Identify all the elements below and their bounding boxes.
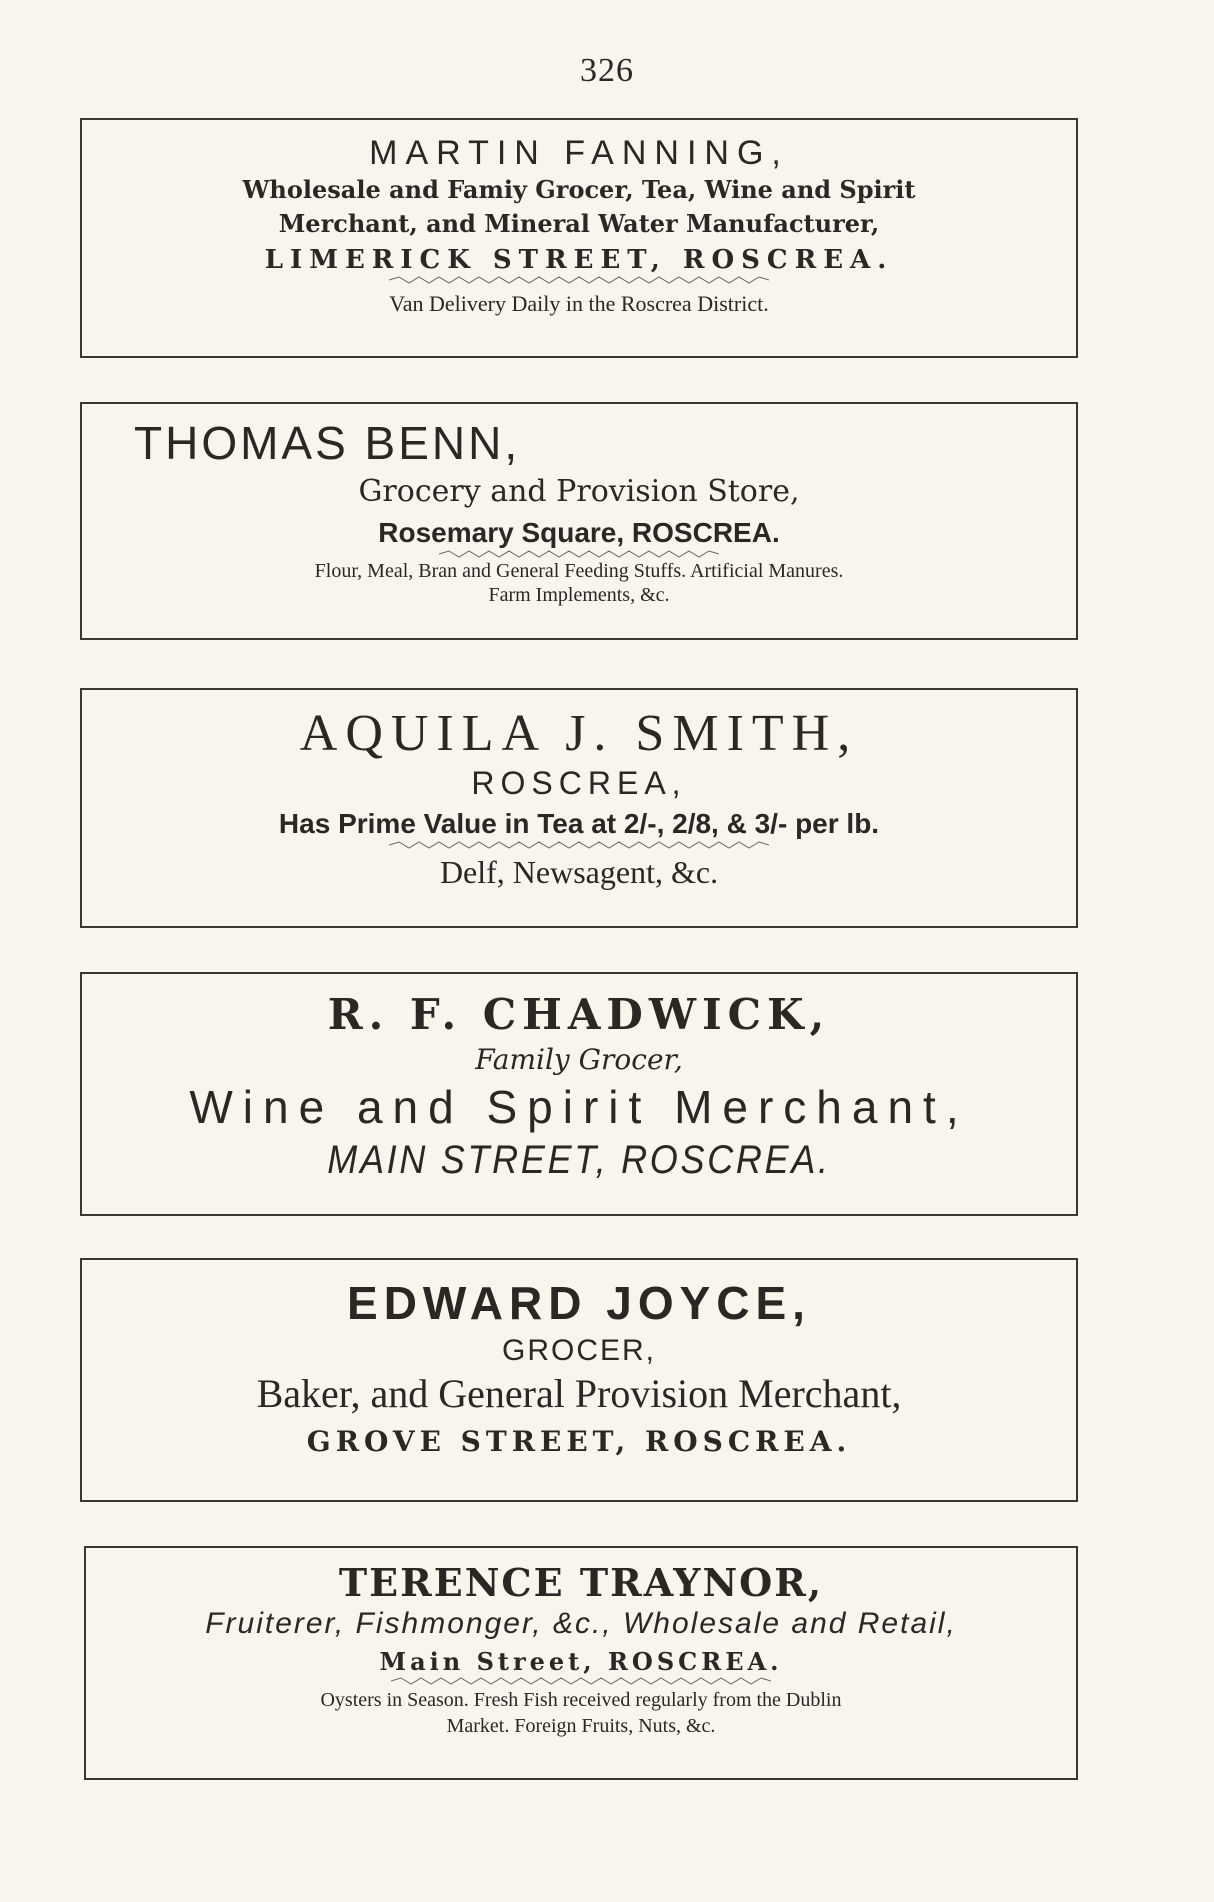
- ornamental-divider: [439, 549, 719, 559]
- ad-occupation: Fruiterer, Fishmonger, &c., Wholesale and Retail,: [205, 1607, 957, 1640]
- ad-trade: Wine and Spirit Merchant,: [189, 1081, 969, 1133]
- advertisement-terence-traynor: [84, 1546, 1078, 1780]
- ad-address: MAIN STREET, ROSCREA.: [327, 1138, 831, 1182]
- advertisement-edward-joyce: [80, 1258, 1078, 1502]
- ad-tagline: Has Prime Value in Tea at 2/-, 2/8, & 3/- per lb.: [278, 808, 880, 839]
- ad-address: Rosemary Square, ROSCREA.: [378, 517, 780, 548]
- advertisement-martin-fanning: [80, 118, 1078, 358]
- ad-business-name: MARTIN FANNING,: [369, 134, 789, 172]
- ad-business-name: EDWARD JOYCE,: [347, 1277, 811, 1329]
- ad-note: Delf, Newsagent, &c.: [439, 854, 719, 890]
- ad-note: Oysters in Season. Fresh Fish received regularly from the Dublin: [320, 1689, 842, 1711]
- ad-address: LIMERICK STREET, ROSCREA.: [264, 245, 894, 275]
- ad-business-name: R. F. CHADWICK,: [327, 990, 831, 1039]
- ornamental-divider: [391, 1676, 771, 1686]
- ad-address: Main Street, ROSCREA.: [379, 1647, 783, 1676]
- ad-subtitle: Grocery and Provision Store,: [358, 474, 800, 509]
- ad-trade: Baker, and General Provision Merchant,: [256, 1371, 902, 1416]
- ad-business-name: AQUILA J. SMITH,: [299, 705, 859, 762]
- advertisement-chadwick: [80, 972, 1078, 1216]
- ad-description: Wholesale and Famiy Grocer, Tea, Wine and Spirit: [242, 175, 916, 204]
- ornamental-divider: [389, 275, 769, 285]
- ad-description: Merchant, and Mineral Water Manufacturer,: [278, 209, 880, 238]
- ad-note: Van Delivery Daily in the Roscrea District.: [389, 291, 769, 316]
- ad-subtitle: Family Grocer,: [475, 1043, 683, 1076]
- page-number: 326: [580, 52, 634, 89]
- ad-note: Farm Implements, &c.: [488, 584, 670, 606]
- ad-note: Flour, Meal, Bran and General Feeding Stuffs. Artificial Manures.: [314, 560, 844, 582]
- ad-business-name: THOMAS BENN,: [134, 417, 521, 469]
- ad-address: GROVE STREET, ROSCREA.: [306, 1425, 852, 1458]
- ad-town: ROSCREA,: [471, 765, 687, 801]
- ad-business-name: TERENCE TRAYNOR,: [338, 1560, 824, 1605]
- advertisement-aquila-smith: [80, 688, 1078, 928]
- ornamental-divider: [389, 840, 769, 850]
- advertisement-thomas-benn: [80, 402, 1078, 640]
- ad-note: Market. Foreign Fruits, Nuts, &c.: [446, 1715, 716, 1737]
- ad-occupation: GROCER,: [501, 1334, 656, 1367]
